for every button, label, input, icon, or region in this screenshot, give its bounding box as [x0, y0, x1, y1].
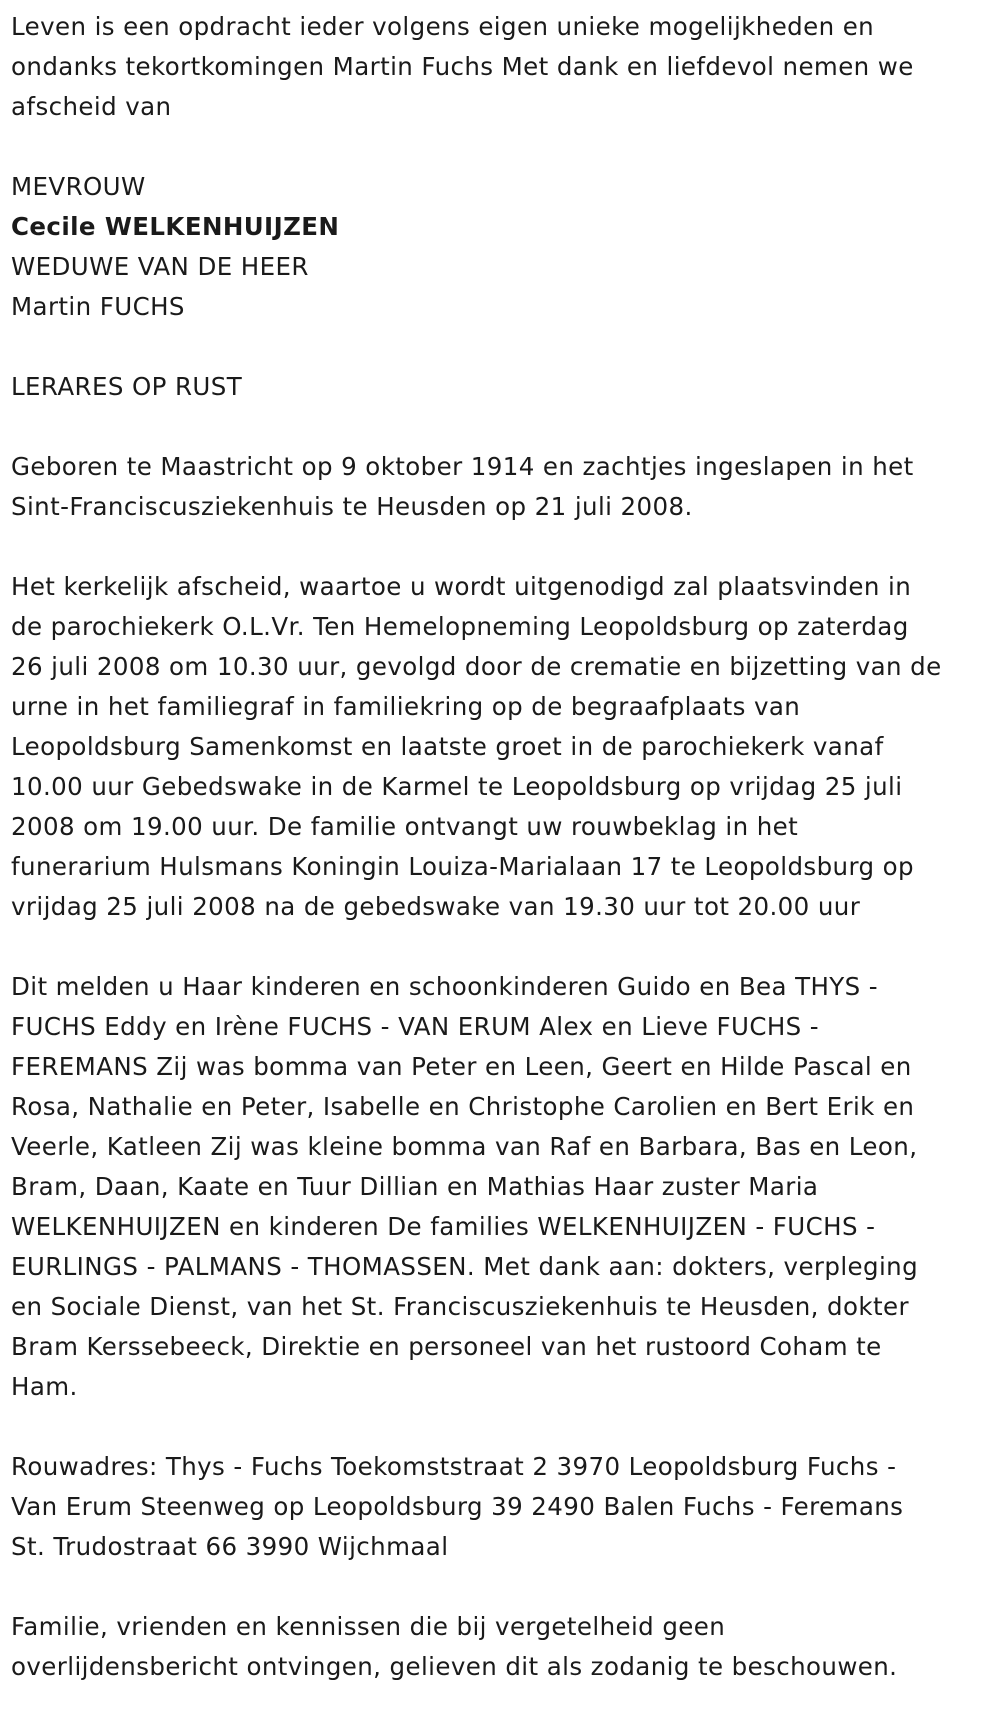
- occupation: LERARES OP RUST: [11, 372, 243, 401]
- address-line: Rouwadres: Thys - Fuchs Toekomststraat 2 3970 Leopoldsburg Fuchs -: [11, 1452, 897, 1481]
- paragraph-gap: [11, 327, 996, 367]
- salutation: MEVROUW: [11, 172, 146, 201]
- closing-line: Familie, vrienden en kennissen die bij vergetelheid geen: [11, 1612, 726, 1641]
- paragraph-gap: [11, 1407, 996, 1447]
- address-paragraph: [11, 1447, 996, 1567]
- birth-line: Geboren te Maastricht op 9 oktober 1914 en zachtjes ingeslapen in het: [11, 452, 914, 481]
- ceremony-line: Leopoldsburg Samenkomst en laatste groet in de parochiekerk vanaf: [11, 732, 884, 761]
- ceremony-line: 10.00 uur Gebedswake in de Karmel te Leopoldsburg op vrijdag 25 juli: [11, 772, 903, 801]
- family-line: Rosa, Nathalie en Peter, Isabelle en Christophe Carolien en Bert Erik en: [11, 1092, 915, 1121]
- ceremony-line: funerarium Hulsmans Koningin Louiza-Marialaan 17 te Leopoldsburg op: [11, 852, 914, 881]
- family-line: FEREMANS Zij was bomma van Peter en Leen, Geert en Hilde Pascal en: [11, 1052, 912, 1081]
- family-line: Ham.: [11, 1372, 78, 1401]
- closing-line: overlijdensbericht ontvingen, gelieven dit als zodanig te beschouwen.: [11, 1652, 898, 1681]
- obituary-document: [11, 0, 996, 1687]
- address-line: Van Erum Steenweg op Leopoldsburg 39 2490 Balen Fuchs - Feremans: [11, 1492, 904, 1521]
- family-line: EURLINGS - PALMANS - THOMASSEN. Met dank aan: dokters, verpleging: [11, 1252, 919, 1281]
- paragraph-gap: [11, 1567, 996, 1607]
- family-paragraph: [11, 967, 996, 1407]
- intro-paragraph: [11, 7, 996, 127]
- paragraph-gap: [11, 927, 996, 967]
- ceremony-line: Het kerkelijk afscheid, waartoe u wordt uitgenodigd zal plaatsvinden in: [11, 572, 912, 601]
- family-line: Bram Kerssebeeck, Direktie en personeel van het rustoord Coham te: [11, 1332, 882, 1361]
- paragraph-gap: [11, 527, 996, 567]
- ceremony-line: vrijdag 25 juli 2008 na de gebedswake van 19.30 uur tot 20.00 uur: [11, 892, 861, 921]
- ceremony-line: urne in het familiegraf in familiekring op de begraafplaats van: [11, 692, 801, 721]
- birth-paragraph: [11, 447, 996, 527]
- ceremony-line: 26 juli 2008 om 10.30 uur, gevolgd door de crematie en bijzetting van de: [11, 652, 942, 681]
- paragraph-gap: [11, 127, 996, 167]
- address-line: St. Trudostraat 66 3990 Wijchmaal: [11, 1532, 449, 1561]
- deceased-name: Cecile WELKENHUIJZEN: [11, 212, 340, 241]
- relation: WEDUWE VAN DE HEER: [11, 252, 309, 281]
- ceremony-line: de parochiekerk O.L.Vr. Ten Hemelopneming Leopoldsburg op zaterdag: [11, 612, 909, 641]
- paragraph-gap: [11, 407, 996, 447]
- birth-line: Sint-Franciscusziekenhuis te Heusden op 21 juli 2008.: [11, 492, 693, 521]
- family-line: en Sociale Dienst, van het St. Franciscusziekenhuis te Heusden, dokter: [11, 1292, 909, 1321]
- spouse-name: Martin FUCHS: [11, 292, 185, 321]
- family-line: FUCHS Eddy en Irène FUCHS - VAN ERUM Alex en Lieve FUCHS -: [11, 1012, 820, 1041]
- person-block: [11, 167, 996, 327]
- family-line: Bram, Daan, Kaate en Tuur Dillian en Mathias Haar zuster Maria: [11, 1172, 819, 1201]
- closing-paragraph: [11, 1607, 996, 1687]
- ceremony-line: 2008 om 19.00 uur. De familie ontvangt uw rouwbeklag in het: [11, 812, 799, 841]
- family-line: WELKENHUIJZEN en kinderen De families WELKENHUIJZEN - FUCHS -: [11, 1212, 876, 1241]
- intro-line: afscheid van: [11, 92, 172, 121]
- intro-line: Leven is een opdracht ieder volgens eigen unieke mogelijkheden en: [11, 12, 875, 41]
- ceremony-paragraph: [11, 567, 996, 927]
- intro-line: ondanks tekortkomingen Martin Fuchs Met dank en liefdevol nemen we: [11, 52, 914, 81]
- family-line: Veerle, Katleen Zij was kleine bomma van Raf en Barbara, Bas en Leon,: [11, 1132, 918, 1161]
- family-line: Dit melden u Haar kinderen en schoonkinderen Guido en Bea THYS -: [11, 972, 879, 1001]
